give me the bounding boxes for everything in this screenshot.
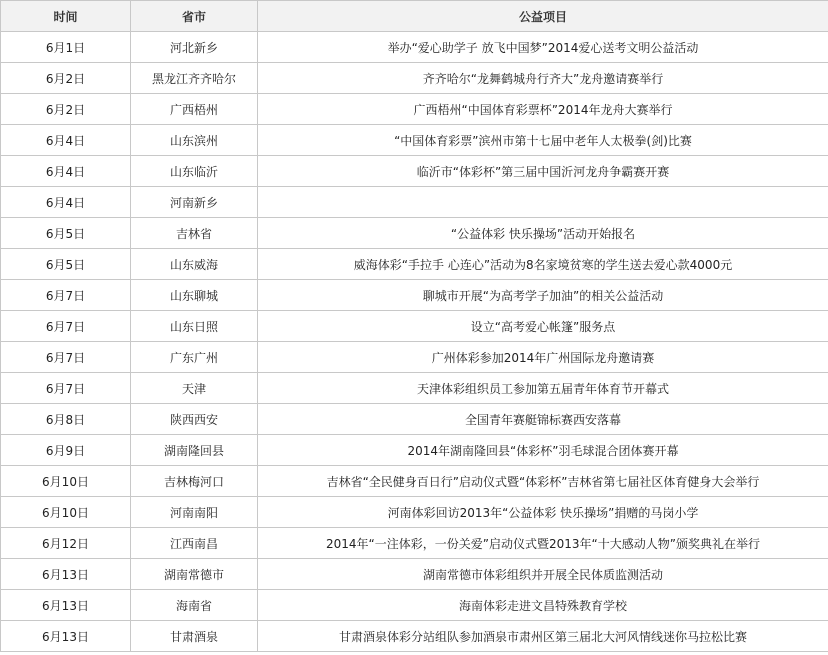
- date-cell: 6月5日: [1, 249, 131, 280]
- location-cell: 陕西西安: [131, 404, 258, 435]
- location-cell: 山东临沂: [131, 156, 258, 187]
- location-cell: 吉林梅河口: [131, 466, 258, 497]
- table-row: [1, 125, 828, 156]
- table-row: [1, 373, 828, 404]
- project-cell: 威海体彩“手拉手 心连心”活动为8名家境贫寒的学生送去爱心款4000元: [258, 249, 828, 280]
- table-row: [1, 528, 828, 559]
- table-row: [1, 466, 828, 497]
- location-cell: 甘肃酒泉: [131, 621, 258, 652]
- date-cell: 6月12日: [1, 528, 131, 559]
- date-cell: 6月1日: [1, 32, 131, 63]
- project-cell: 河南体彩回访2013年“公益体彩 快乐操场”捐赠的马岗小学: [258, 497, 828, 528]
- location-cell: 山东滨州: [131, 125, 258, 156]
- date-cell: 6月4日: [1, 156, 131, 187]
- project-cell: 2014年湖南隆回县“体彩杯”羽毛球混合团体赛开幕: [258, 435, 828, 466]
- date-cell: 6月10日: [1, 466, 131, 497]
- location-cell: 黑龙江齐齐哈尔: [131, 63, 258, 94]
- header-row: [1, 1, 828, 32]
- table-row: [1, 342, 828, 373]
- project-cell: 2014年“一注体彩，一份关爱”启动仪式暨2013年“十大感动人物”颁奖典礼在举行: [258, 528, 828, 559]
- location-cell: 湖南常德市: [131, 559, 258, 590]
- date-cell: 6月7日: [1, 373, 131, 404]
- table-row: [1, 156, 828, 187]
- location-cell: 河南新乡: [131, 187, 258, 218]
- date-cell: 6月13日: [1, 559, 131, 590]
- date-cell: 6月2日: [1, 94, 131, 125]
- table-row: [1, 94, 828, 125]
- date-cell: 6月7日: [1, 342, 131, 373]
- date-cell: 6月10日: [1, 497, 131, 528]
- table-row: [1, 311, 828, 342]
- project-cell: 吉林省“全民健身百日行”启动仪式暨“体彩杯”吉林省第七届社区体育健身大会举行: [258, 466, 828, 497]
- date-cell: 6月13日: [1, 590, 131, 621]
- project-cell: “公益体彩 快乐操场”活动开始报名: [258, 218, 828, 249]
- project-cell: 海南体彩走进文昌特殊教育学校: [258, 590, 828, 621]
- location-cell: 山东威海: [131, 249, 258, 280]
- location-cell: 吉林省: [131, 218, 258, 249]
- table-row: [1, 435, 828, 466]
- location-cell: 天津: [131, 373, 258, 404]
- date-cell: 6月13日: [1, 621, 131, 652]
- project-cell: 全国青年赛艇锦标赛西安落幕: [258, 404, 828, 435]
- table-body: [1, 32, 828, 652]
- date-cell: 6月5日: [1, 218, 131, 249]
- table-row: [1, 218, 828, 249]
- location-cell: 山东日照: [131, 311, 258, 342]
- location-cell: 山东聊城: [131, 280, 258, 311]
- location-cell: 河北新乡: [131, 32, 258, 63]
- date-cell: 6月7日: [1, 280, 131, 311]
- table-row: [1, 187, 828, 218]
- header-province-city: 省市: [131, 1, 258, 32]
- date-cell: 6月2日: [1, 63, 131, 94]
- project-cell: 湖南常德市体彩组织并开展全民体质监测活动: [258, 559, 828, 590]
- header-charity-project: 公益项目: [258, 1, 828, 32]
- project-cell: 齐齐哈尔“龙舞鹤城舟行齐大”龙舟邀请赛举行: [258, 63, 828, 94]
- date-cell: 6月4日: [1, 187, 131, 218]
- location-cell: 广东广州: [131, 342, 258, 373]
- table-row: [1, 621, 828, 652]
- location-cell: 海南省: [131, 590, 258, 621]
- table-row: [1, 32, 828, 63]
- header-time: 时间: [1, 1, 131, 32]
- location-cell: 湖南隆回县: [131, 435, 258, 466]
- location-cell: 广西梧州: [131, 94, 258, 125]
- table-row: [1, 280, 828, 311]
- project-cell: [258, 187, 828, 218]
- table-row: [1, 559, 828, 590]
- project-cell: 广州体彩参加2014年广州国际龙舟邀请赛: [258, 342, 828, 373]
- date-cell: 6月4日: [1, 125, 131, 156]
- project-cell: 举办“爱心助学子 放飞中国梦”2014爱心送考文明公益活动: [258, 32, 828, 63]
- location-cell: 河南南阳: [131, 497, 258, 528]
- table-row: [1, 404, 828, 435]
- project-cell: 甘肃酒泉体彩分站组队参加酒泉市肃州区第三届北大河风情线迷你马拉松比赛: [258, 621, 828, 652]
- table-row: [1, 249, 828, 280]
- project-cell: 广西梧州“中国体育彩票杯”2014年龙舟大赛举行: [258, 94, 828, 125]
- date-cell: 6月9日: [1, 435, 131, 466]
- date-cell: 6月8日: [1, 404, 131, 435]
- project-cell: 临沂市“体彩杯”第三届中国沂河龙舟争霸赛开赛: [258, 156, 828, 187]
- table-row: [1, 590, 828, 621]
- project-cell: 设立“高考爱心帐篷”服务点: [258, 311, 828, 342]
- project-cell: 聊城市开展“为高考学子加油”的相关公益活动: [258, 280, 828, 311]
- table-row: [1, 63, 828, 94]
- table-row: [1, 497, 828, 528]
- project-cell: 天津体彩组织员工参加第五届青年体育节开幕式: [258, 373, 828, 404]
- date-cell: 6月7日: [1, 311, 131, 342]
- project-cell: “中国体育彩票”滨州市第十七届中老年人太极拳(剑)比赛: [258, 125, 828, 156]
- location-cell: 江西南昌: [131, 528, 258, 559]
